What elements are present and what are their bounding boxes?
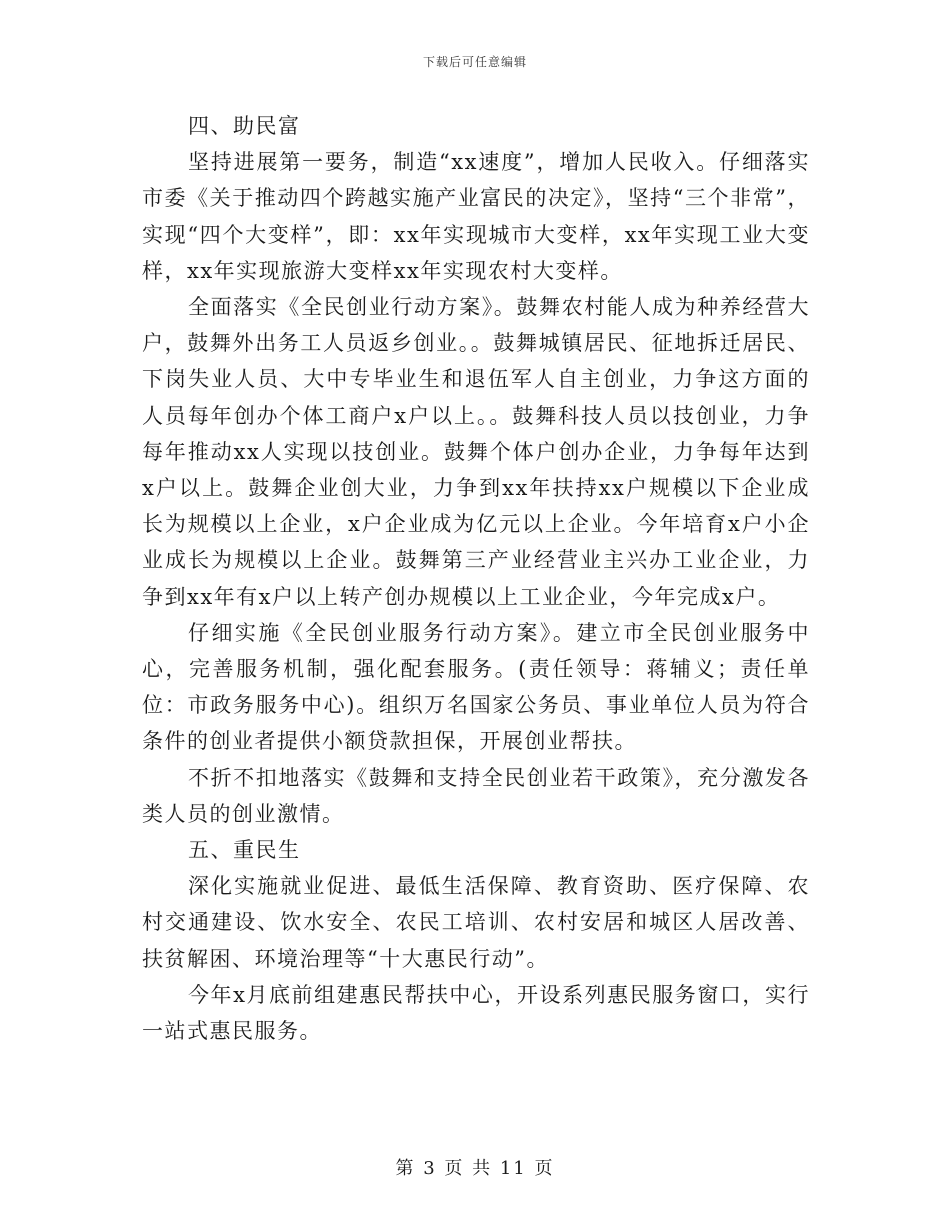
paragraph: 不折不扣地落实《鼓舞和支持全民创业若干政策》，充分激发各类人员的创业激情。 <box>142 765 810 826</box>
document-body <box>142 108 810 1049</box>
paragraph: 坚持进展第一要务，制造“xx速度”，增加人民收入。仔细落实市委《关于推动四个跨越实施产业富民的决定》，坚持“三个非常”，实现“四个大变样”，即：xx年实现城市大变样，xx年实现工业大变样，xx年实现旅游大变样xx年实现农村大变样。 <box>142 150 810 283</box>
section-heading: 四、助民富 <box>188 114 301 138</box>
paragraph: 全面落实《全民创业行动方案》。鼓舞农村能人成为种养经营大户，鼓舞外出务工人员返乡创业。。鼓舞城镇居民、征地拆迁居民、下岗失业人员、大中专毕业生和退伍军人自主创业，力争这方面的人员每年创办个体工商户x户以上。。鼓舞科技人员以技创业，力争每年推动xx人实现以技创业。鼓舞个体户创办企业，力争每年达到x户以上。鼓舞企业创大业，力争到xx年扶持xx户规模以下企业成长为规模以上企业，x户企业成为亿元以上企业。今年培育x户小企业成长为规模以上企业。鼓舞第三产业经营业主兴办工业企业，力争到xx年有x户以上转产创办规模以上工业企业，今年完成x户。 <box>142 295 810 609</box>
page-number: 第 3 页 共 11 页 <box>395 1158 555 1179</box>
section-heading: 五、重民生 <box>188 838 301 863</box>
page-header: 下载后可任意编辑 <box>422 55 527 69</box>
paragraph: 深化实施就业促进、最低生活保障、教育资助、医疗保障、农村交通建设、饮水安全、农民工培训、农村安居和城区人居改善、扶贫解困、环境治理等“十大惠民行动”。 <box>142 874 810 971</box>
paragraph: 今年x月底前组建惠民帮扶中心，开设系列惠民服务窗口，实行一站式惠民服务。 <box>142 982 810 1044</box>
paragraph: 仔细实施《全民创业服务行动方案》。建立市全民创业服务中心，完善服务机制，强化配套服务。(责任领导：蒋辅义；责任单位：市政务服务中心)。组织万名国家公务员、事业单位人员为符合条件的创业者提供小额贷款担保，开展创业帮扶。 <box>142 620 810 754</box>
